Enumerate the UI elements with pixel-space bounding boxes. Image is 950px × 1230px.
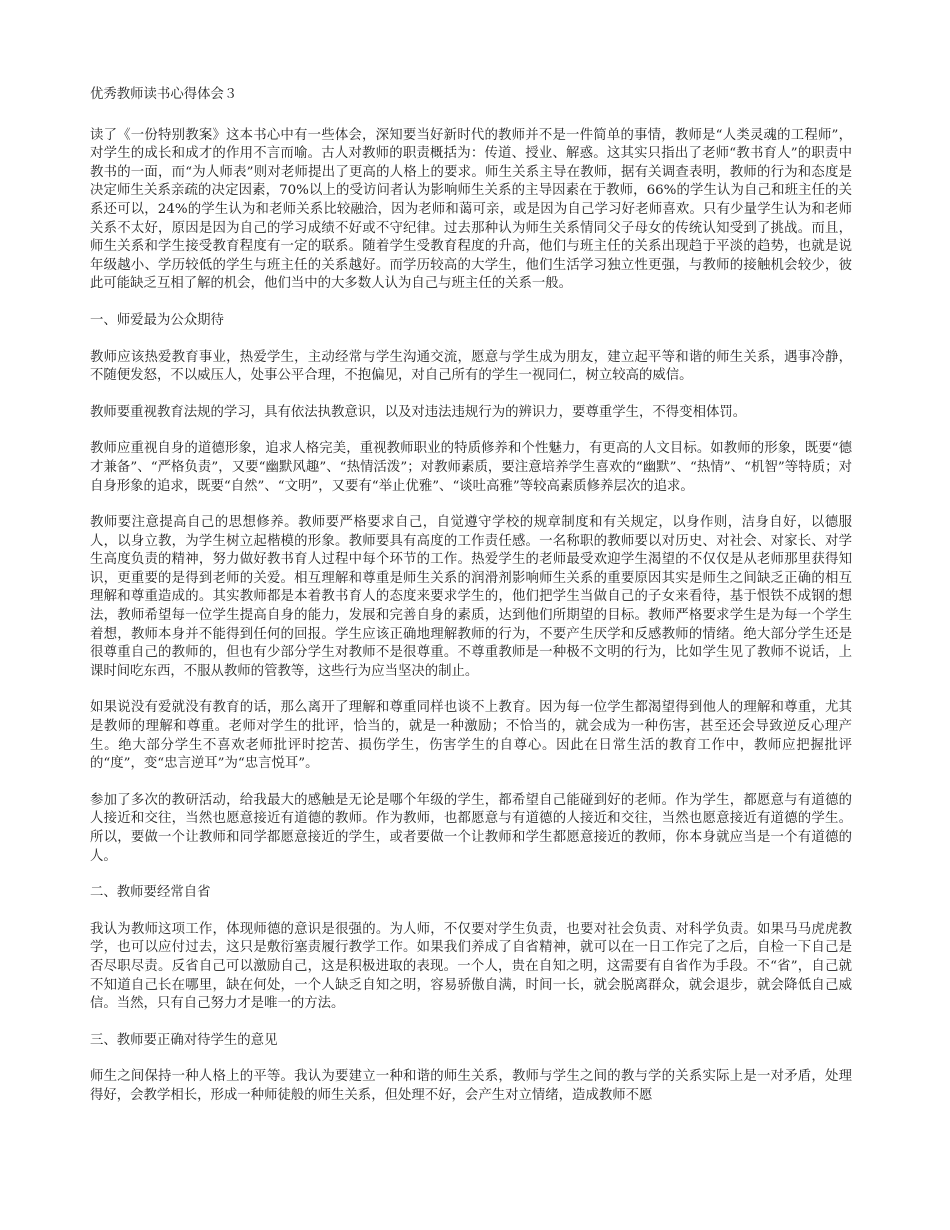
paragraph: 教师要重视教育法规的学习，具有依法执教意识，以及对违法违规行为的辨识力，要尊重学生，不得变相体罚。 bbox=[90, 404, 747, 420]
paragraph: 教师应该热爱教育事业，热爱学生，主动经常与学生沟通交流，愿意与学生成为朋友，建立起平等和谐的师生关系，遇事冷静，不随便发怒，不以威压人，处事公平合理，不抱偏见，对自己所有的学生一视同仁，树立较高的威信。 bbox=[90, 349, 852, 384]
paragraph: 如果说没有爱就没有教育的话，那么离开了理解和尊重同样也谈不上教育。因为每一位学生都渴望得到他人的理解和尊重，尤其是教师的理解和尊重。老师对学生的批评，恰当的，就是一种激励；不恰当的，就会成为一种伤害，甚至还会导致逆反心理产生。绝大部分学生不喜欢老师批评时挖苦、损伤学生，伤害学生的自尊心。因此在日常生活的教育工作中，教师应把握批评的“度”，变“忠言逆耳”为“忠言悦耳”。 bbox=[90, 700, 852, 772]
paragraph: 教师要注意提高自己的思想修养。教师要严格要求自己，自觉遵守学校的规章制度和有关规定，以身作则，洁身自好，以德服人，以身立教，为学生树立起楷模的形象。教师要具有高度的工作责任感。一名称职的教师要以对历史、对社会、对家长、对学生高度负责的精神，努力做好教书育人过程中每个环节的工作。热爱学生的老师最受欢迎学生渴望的不仅仅是从老师那里获得知识，更重要的是得到老师的关爱。相互理解和尊重是师生关系的润滑剂影响师生关系的重要原因其实是师生之间缺乏正确的相互理解和尊重造成的。其实教师都是本着教书育人的态度来要求学生的，他们把学生当做自己的子女来看待，基于恨铁不成钢的想法，教师希望每一位学生提高自身的能力，发展和完善自身的素质，达到他们所期望的目标。教师严格要求学生是为每一个学生着想，教师本身并不能得到任何的回报。学生应该正确地理解教师的行为，不要产生厌学和反感教师的情绪。绝大部分学生还是很尊重自己的教师的，但也有少部分学生对教师不是很尊重。不尊重教师是一种极不文明的行为，比如学生见了教师不说话，上课时间吃东西，不服从教师的管教等，这些行为应当坚决的制止。 bbox=[90, 515, 852, 679]
paragraph: 师生之间保持一种人格上的平等。我认为要建立一种和谐的师生关系，教师与学生之间的教与学的关系实际上是一对矛盾，处理得好，会教学相长，形成一种师徒般的师生关系，但处理不好，会产生对立情绪，造成教师不愿 bbox=[90, 1069, 852, 1103]
section-heading-3: 三、教师要正确对待学生的意见 bbox=[90, 1032, 278, 1048]
section-heading-1: 一、师爱最为公众期待 bbox=[90, 312, 224, 328]
document-title: 优秀教师读书心得体会３ bbox=[90, 87, 238, 102]
paragraph: 参加了多次的教研活动，给我最大的感触是无论是哪个年级的学生，都希望自己能碰到好的老师。作为学生，都愿意与有道德的人接近和交往，当然也愿意接近有道德的教师。作为教师，也都愿意与有道德的人接近和交往，当然也愿意接近有道德的学生。所以，要做一个让教师和同学都愿意接近的学生，或者要做一个让教师和学生都愿意接近的教师，你本身就应当是一个有道德的人。 bbox=[90, 792, 852, 864]
paragraph-intro: 读了《一份特别教案》这本书心中有一些体会，深知要当好新时代的教师并不是一件简单的事情，教师是“人类灵魂的工程师”，对学生的成长和成才的作用不言而喻。古人对教师的职责概括为：传道、授业、解惑。这其实只指出了老师“教书育人”的职责中教书的一面，而“为人师表”则对老师提出了更高的人格上的要求。师生关系主导在教师，据有关调查表明，教师的行为和态度是决定师生关系亲疏的决定因素，70%以上的受访问者认为影响师生关系的主导因素在于教师，66%的学生认为自己和班主任的关系还可以，24%的学生认为和老师关系比较融洽，因为老师和蔼可亲，或是因为自己学习好老师喜欢。只有少量学生认为和老师关系不太好，原因是因为自己的学习成绩不好或不守纪律。过去那种认为师生关系情同父子母女的传统认知受到了挑战。而且，师生关系和学生接受教育程度有一定的联系。随着学生受教育程度的升高，他们与班主任的关系出现趋于平淡的趋势，也就是说年级越小、学历较低的学生与班主任的关系越好。而学历较高的大学生，他们生活学习独立性更强，与教师的接触机会较少，彼此可能缺乏互相了解的机会，他们当中的大多数人认为自己与班主任的关系一般。 bbox=[90, 127, 852, 292]
paragraph: 教师应重视自身的道德形象，追求人格完美，重视教师职业的特质修养和个性魅力，有更高的人文目标。如教师的形象，既要“德才兼备”、“严格负责”，又要“幽默风趣”、“热情活泼”；对教师素质，要注意培养学生喜欢的“幽默”、“热情”、“机智”等特质；对自身形象的追求，既要“自然”、“文明”，又要有“举止优雅”、“谈吐高雅”等较高素质修养层次的追求。 bbox=[90, 441, 852, 494]
section-heading-2: 二、教师要经常自省 bbox=[90, 885, 211, 901]
paragraph: 我认为教师这项工作，体现师德的意识是很强的。为人师，不仅要对学生负责，也要对社会负责、对科学负责。如果马马虎虎教学，也可以应付过去，这只是敷衍塞责履行教学工作。如果我们养成了自省精神，就可以在一日工作完了之后，自检一下自己是否尽职尽责。反省自己可以激励自己，这是积极进取的表现。一个人，贵在自知之明，这需要有自省作为手段。不“省”，自己就不知道自己长在哪里，缺在何处，一个人缺乏自知之明，容易骄傲自满，时间一长，就会脱离群众，就会退步，就会降低自己威信。当然，只有自己努力才是唯一的方法。 bbox=[90, 921, 852, 1012]
document-page bbox=[90, 86, 852, 1124]
